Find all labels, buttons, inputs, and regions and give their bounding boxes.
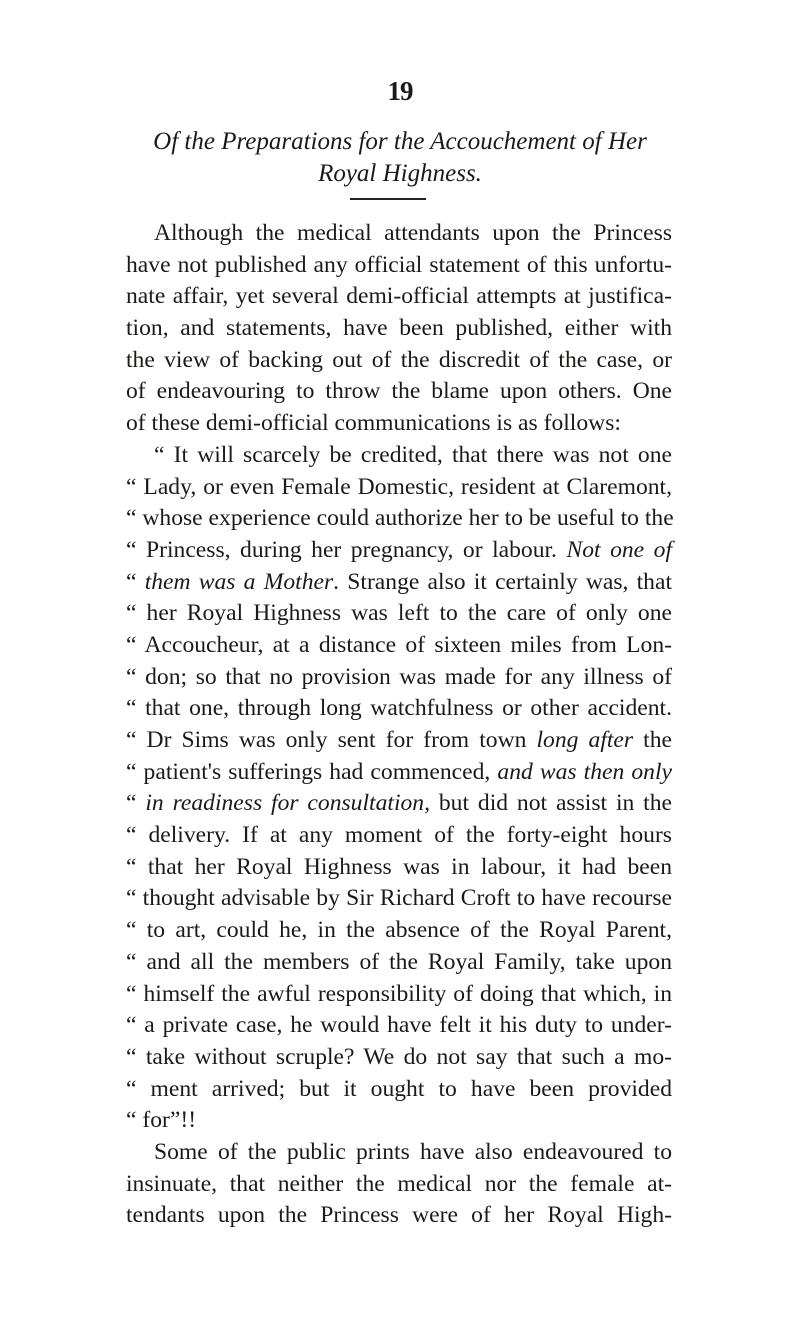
text-line: “ them was a Mother. Strange also it certainly was, that [126,568,673,595]
text-line: Although the medical attendants upon the Princess [154,220,672,246]
text-line: “ to art, could he, in the absence of the Royal Parent, [126,917,672,944]
text-line: “ that her Royal Highness was in labour, it had been [126,853,672,880]
text-line: “ patient's sufferings had commenced, and was then only [126,758,672,785]
text-line: of these demi-official communications is as follows: [126,410,621,437]
text-line: “ whose experience could authorize her to be useful to the [126,505,674,532]
text-line: “ for”!! [126,1107,197,1134]
text-line: “ Lady, or even Female Domestic, resident at Claremont, [126,473,672,500]
text-line: “ in readiness for consultation, but did not assist in the [126,790,673,817]
text-line: “ and all the members of the Royal Family, take upon [126,948,672,975]
text-line: the view of backing out of the discredit of the case, or [126,346,672,373]
heading-line-2: Royal Highness. [318,160,482,187]
text-line: “ don; so that no provision was made for any illness of [126,663,672,690]
body-text [126,218,672,1232]
heading-line-1: Of the Preparations for the Accouchement of Her [153,128,647,155]
heading-divider [350,198,426,200]
text-line: “ her Royal Highness was left to the care of only one [126,600,672,627]
text-line: have not published any official statement of this unfortu- [126,251,672,278]
text-line: tendants upon the Princess were of her Royal High- [126,1202,672,1229]
text-line: “ ment arrived; but it ought to have been provided [126,1075,672,1102]
page-number: 19 [387,76,413,106]
text-line: “ himself the awful responsibility of doing that which, in [126,980,672,1007]
text-line: “ Accoucheur, at a distance of sixteen miles from Lon- [126,631,672,658]
text-line: tion, and statements, have been published, either with [126,315,672,342]
text-line: “ take without scruple? We do not say that such a mo- [126,1043,672,1070]
text-line: “ a private case, he would have felt it his duty to under- [126,1012,672,1039]
text-line: “ delivery. If at any moment of the forty-eight hours [126,822,672,849]
text-line: insinuate, that neither the medical nor the female at- [126,1170,672,1197]
text-line: Some of the public prints have also endeavoured to [154,1138,672,1165]
text-line: nate affair, yet several demi-official attempts at justifica- [126,283,672,310]
section-heading [150,126,650,190]
text-line: “ thought advisable by Sir Richard Croft to have recourse [126,885,672,912]
text-line: of endeavouring to throw the blame upon others. One [126,378,672,405]
text-line: “ It will scarcely be credited, that there was not one [154,441,672,468]
text-line: “ Dr Sims was only sent for from town long after the [126,727,672,753]
text-line: “ Princess, during her pregnancy, or labour. Not one of [126,536,672,563]
text-line: “ that one, through long watchfulness or other accident. [126,695,672,722]
